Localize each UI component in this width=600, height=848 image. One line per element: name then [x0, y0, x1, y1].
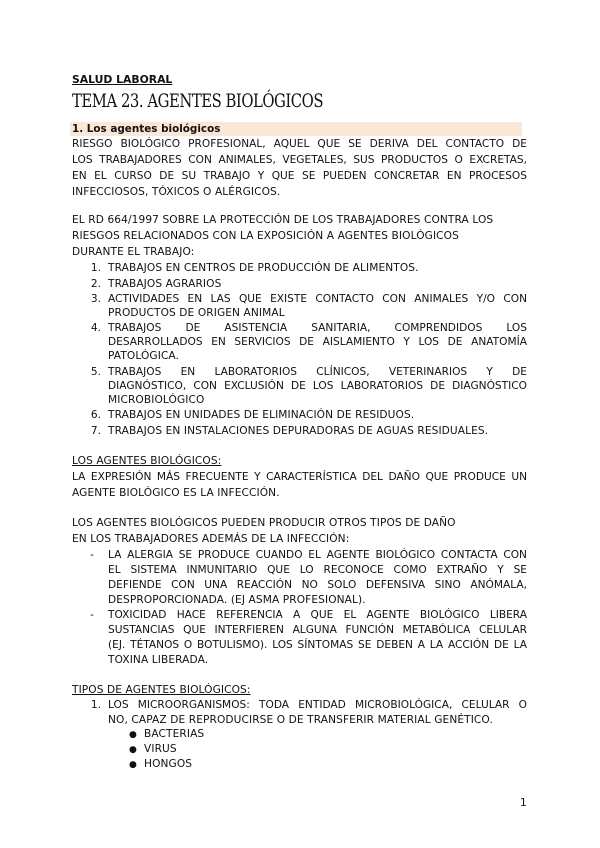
otros-line: LOS AGENTES BIOLÓGICOS PUEDEN PRODUCIR OTROS TIPOS DE DAÑO	[72, 517, 456, 529]
page-title: TEMA 23. AGENTES BIOLÓGICOS	[72, 90, 324, 112]
dash-item-line: TOXINA LIBERADA.	[108, 654, 209, 666]
list-number: 1.	[90, 699, 101, 711]
list-item: ACTIVIDADES EN LAS QUE EXISTE CONTACTO CON ANIMALES Y/O CON	[108, 293, 527, 305]
rd-line: EL RD 664/1997 SOBRE LA PROTECCIÓN DE LOS TRABAJADORES CONTRA LOS	[72, 214, 494, 226]
intro-line: INFECCIOSOS, TÓXICOS O ALÉRGICOS.	[72, 186, 281, 198]
microorganism-item: VIRUS	[144, 743, 177, 755]
list-item: TRABAJOS DE ASISTENCIA SANITARIA, COMPRENDIDOS LOS	[108, 322, 527, 334]
dash-marker: -	[90, 609, 94, 621]
intro-line: RIESGO BIOLÓGICO PROFESIONAL, AQUEL QUE SE DERIVA DEL CONTACTO DE	[72, 138, 527, 150]
dash-item-line: (EJ. TÉTANOS O BOTULISMO). LOS SÍNTOMAS SE DEBEN A LA ACCIÓN DE LA	[108, 639, 527, 651]
list-number: 5.	[90, 366, 101, 378]
list-item: PRODUCTOS DE ORIGEN ANIMAL	[108, 307, 285, 319]
page-number: 1	[520, 797, 527, 809]
agentes-line: AGENTE BIOLÓGICO ES LA INFECCIÓN.	[72, 487, 280, 499]
tipos-heading: TIPOS DE AGENTES BIOLÓGICOS:	[72, 684, 251, 696]
list-item: DIAGNÓSTICO, CON EXCLUSIÓN DE LOS LABORATORIOS DE DIAGNÓSTICO	[108, 380, 527, 392]
bullet-dot: ●	[129, 730, 137, 740]
list-item: TRABAJOS EN LABORATORIOS CLÍNICOS, VETERINARIOS Y DE	[108, 366, 527, 378]
otros-line: EN LOS TRABAJADORES ADEMÁS DE LA INFECCIÓN:	[72, 533, 350, 545]
dash-item-line: DEFIENDE CON UNA REACCIÓN NO SOLO DEFENSIVA SINO ANÓMALA,	[108, 579, 527, 591]
list-number: 2.	[90, 278, 101, 290]
list-number: 7.	[90, 425, 101, 437]
list-item: DESARROLLADOS EN SERVICIOS DE AISLAMIENTO Y LOS DE ANATOMÍA	[108, 336, 527, 348]
list-number: 1.	[90, 262, 101, 274]
dash-item-line: DESPROPORCIONADA. (EJ ASMA PROFESIONAL).	[108, 594, 366, 606]
header: SALUD LABORAL	[72, 73, 173, 86]
agentes-heading: LOS AGENTES BIOLÓGICOS:	[72, 455, 222, 467]
tipos-line: NO, CAPAZ DE REPRODUCIRSE O DE TRANSFERIR MATERIAL GENÉTICO.	[108, 714, 493, 726]
intro-line: EN EL CURSO DE SU TRABAJO Y QUE SE PUEDEN CONCRETAR EN PROCESOS	[72, 170, 527, 182]
list-item: TRABAJOS EN CENTROS DE PRODUCCIÓN DE ALIMENTOS.	[108, 262, 419, 274]
tipos-line: LOS MICROORGANISMOS: TODA ENTIDAD MICROBIOLÓGICA, CELULAR O	[108, 699, 527, 711]
rd-line: DURANTE EL TRABAJO:	[72, 246, 195, 258]
section-title: 1. Los agentes biológicos	[72, 123, 221, 135]
list-number: 6.	[90, 409, 101, 421]
list-item: TRABAJOS AGRARIOS	[108, 278, 222, 290]
list-number: 3.	[90, 293, 101, 305]
dash-marker: -	[90, 549, 94, 561]
rd-line: RIESGOS RELACIONADOS CON LA EXPOSICIÓN A AGENTES BIOLÓGICOS	[72, 230, 459, 242]
list-item: MICROBIOLÓGICO	[108, 394, 205, 406]
dash-item-line: SUSTANCIAS QUE INTERFIEREN ALGUNA FUNCIÓN METABÓLICA CELULAR	[108, 624, 527, 636]
agentes-line: LA EXPRESIÓN MÁS FRECUENTE Y CARACTERÍSTICA DEL DAÑO QUE PRODUCE UN	[72, 471, 527, 483]
dash-item-line: EL SISTEMA INMUNITARIO QUE LO RECONOCE COMO EXTRAÑO Y SE	[108, 564, 527, 576]
list-item: TRABAJOS EN INSTALACIONES DEPURADORAS DE AGUAS RESIDUALES.	[108, 425, 489, 437]
list-item: PATOLÓGICA.	[108, 350, 180, 362]
dash-item-line: LA ALERGIA SE PRODUCE CUANDO EL AGENTE BIOLÓGICO CONTACTA CON	[108, 549, 527, 561]
microorganism-item: HONGOS	[144, 758, 193, 770]
dash-item-line: TOXICIDAD HACE REFERENCIA A QUE EL AGENTE BIOLÓGICO LIBERA	[108, 609, 527, 621]
intro-line: LOS TRABAJADORES CON ANIMALES, VEGETALES, SUS PRODUCTOS O EXCRETAS,	[72, 154, 527, 166]
microorganism-item: BACTERIAS	[144, 728, 205, 740]
bullet-dot: ●	[129, 745, 137, 755]
bullet-dot: ●	[129, 760, 137, 770]
list-number: 4.	[90, 322, 101, 334]
list-item: TRABAJOS EN UNIDADES DE ELIMINACIÓN DE RESIDUOS.	[108, 409, 415, 421]
